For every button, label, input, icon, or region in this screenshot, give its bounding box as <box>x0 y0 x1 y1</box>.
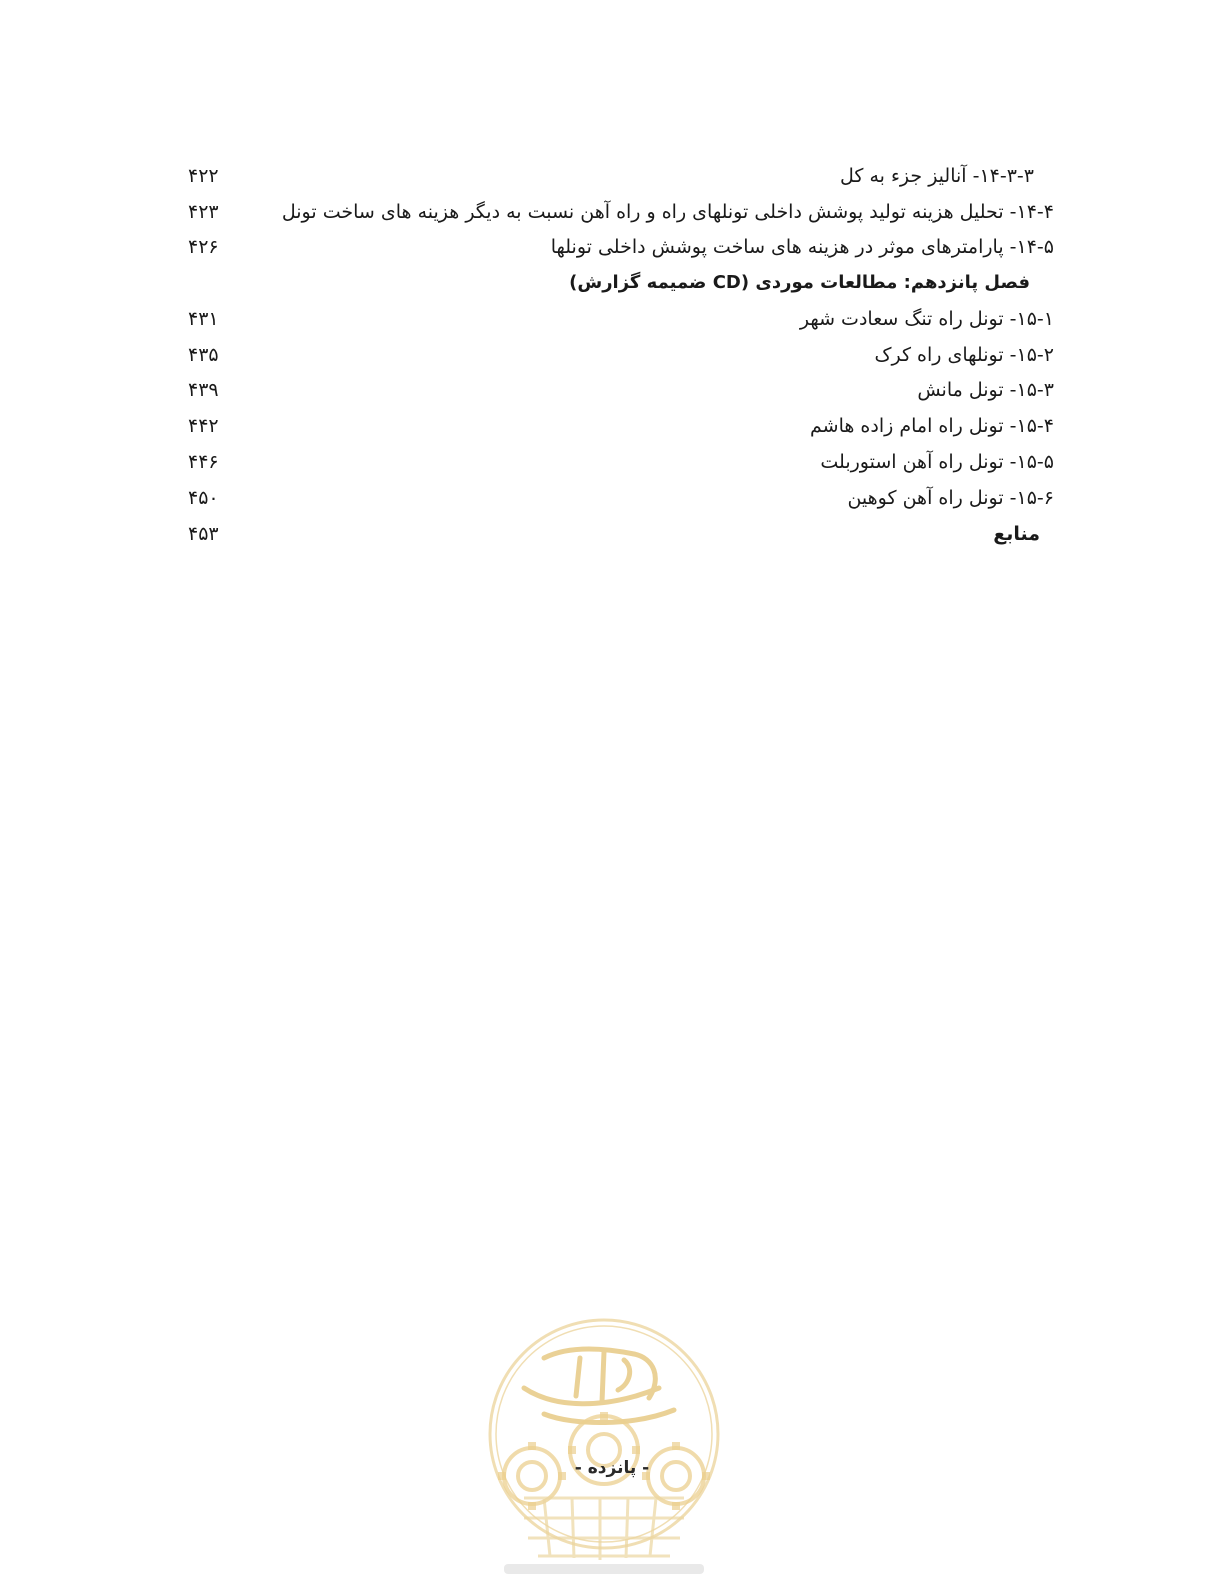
chapter-heading-title: فصل پانزدهم: مطالعات موردی (CD ضمیمه گزارش) <box>569 272 1030 293</box>
toc-entry-title: ۱۴-۳-۳- آنالیز جزء به کل <box>840 165 1034 187</box>
toc-entry-title: ۱۵-۲- تونلهای راه کرک <box>874 344 1054 366</box>
toc-page-number: ۴۳۹ <box>188 379 219 401</box>
toc-entry-title: ۱۵-۳- تونل مانش <box>917 379 1054 401</box>
toc-page-number: ۴۳۵ <box>188 344 219 366</box>
toc-entry[interactable] <box>180 444 1060 480</box>
toc-entry-references[interactable] <box>180 516 1060 552</box>
toc-page-number: ۴۲۳ <box>188 201 219 223</box>
toc-entry[interactable] <box>180 158 1060 194</box>
toc-entry[interactable] <box>180 480 1060 516</box>
toc-entry[interactable] <box>180 337 1060 373</box>
toc-entry-title: منابع <box>993 523 1040 545</box>
toc-page-number: ۴۲۶ <box>188 236 219 258</box>
watermark-seal-logo <box>484 1318 724 1584</box>
toc-page-number: ۴۲۲ <box>188 165 219 187</box>
toc-entry[interactable] <box>180 372 1060 408</box>
toc-entry-title: ۱۴-۵- پارامترهای موثر در هزینه های ساخت پوشش داخلی تونلها <box>550 236 1054 258</box>
toc-page-number: ۴۳۱ <box>188 308 219 330</box>
toc-entry-title: ۱۵-۵- تونل راه آهن استوربلت <box>820 451 1054 473</box>
toc-entry-title: ۱۵-۶- تونل راه آهن کوهین <box>847 487 1054 509</box>
toc-entry-title: ۱۵-۴- تونل راه امام زاده هاشم <box>810 415 1054 437</box>
toc-entry[interactable] <box>180 229 1060 265</box>
toc-page-number: ۴۵۳ <box>188 523 219 545</box>
page-number-footer: - پانزده - <box>574 1458 650 1478</box>
chapter-heading[interactable] <box>180 265 1060 301</box>
toc-entry-title: ۱۴-۴- تحلیل هزینه تولید پوشش داخلی تونلهای راه و راه آهن نسبت به دیگر هزینه های ساخت تونل <box>281 201 1054 223</box>
toc-page-number: ۴۴۲ <box>188 415 219 437</box>
toc-entry[interactable] <box>180 301 1060 337</box>
toc-page-number: ۴۴۶ <box>188 451 219 473</box>
toc-entry[interactable] <box>180 194 1060 230</box>
toc-entry-title: ۱۵-۱- تونل راه تنگ سعادت شهر <box>799 308 1054 330</box>
toc-page-number: ۴۵۰ <box>188 487 219 509</box>
toc-entry[interactable] <box>180 408 1060 444</box>
